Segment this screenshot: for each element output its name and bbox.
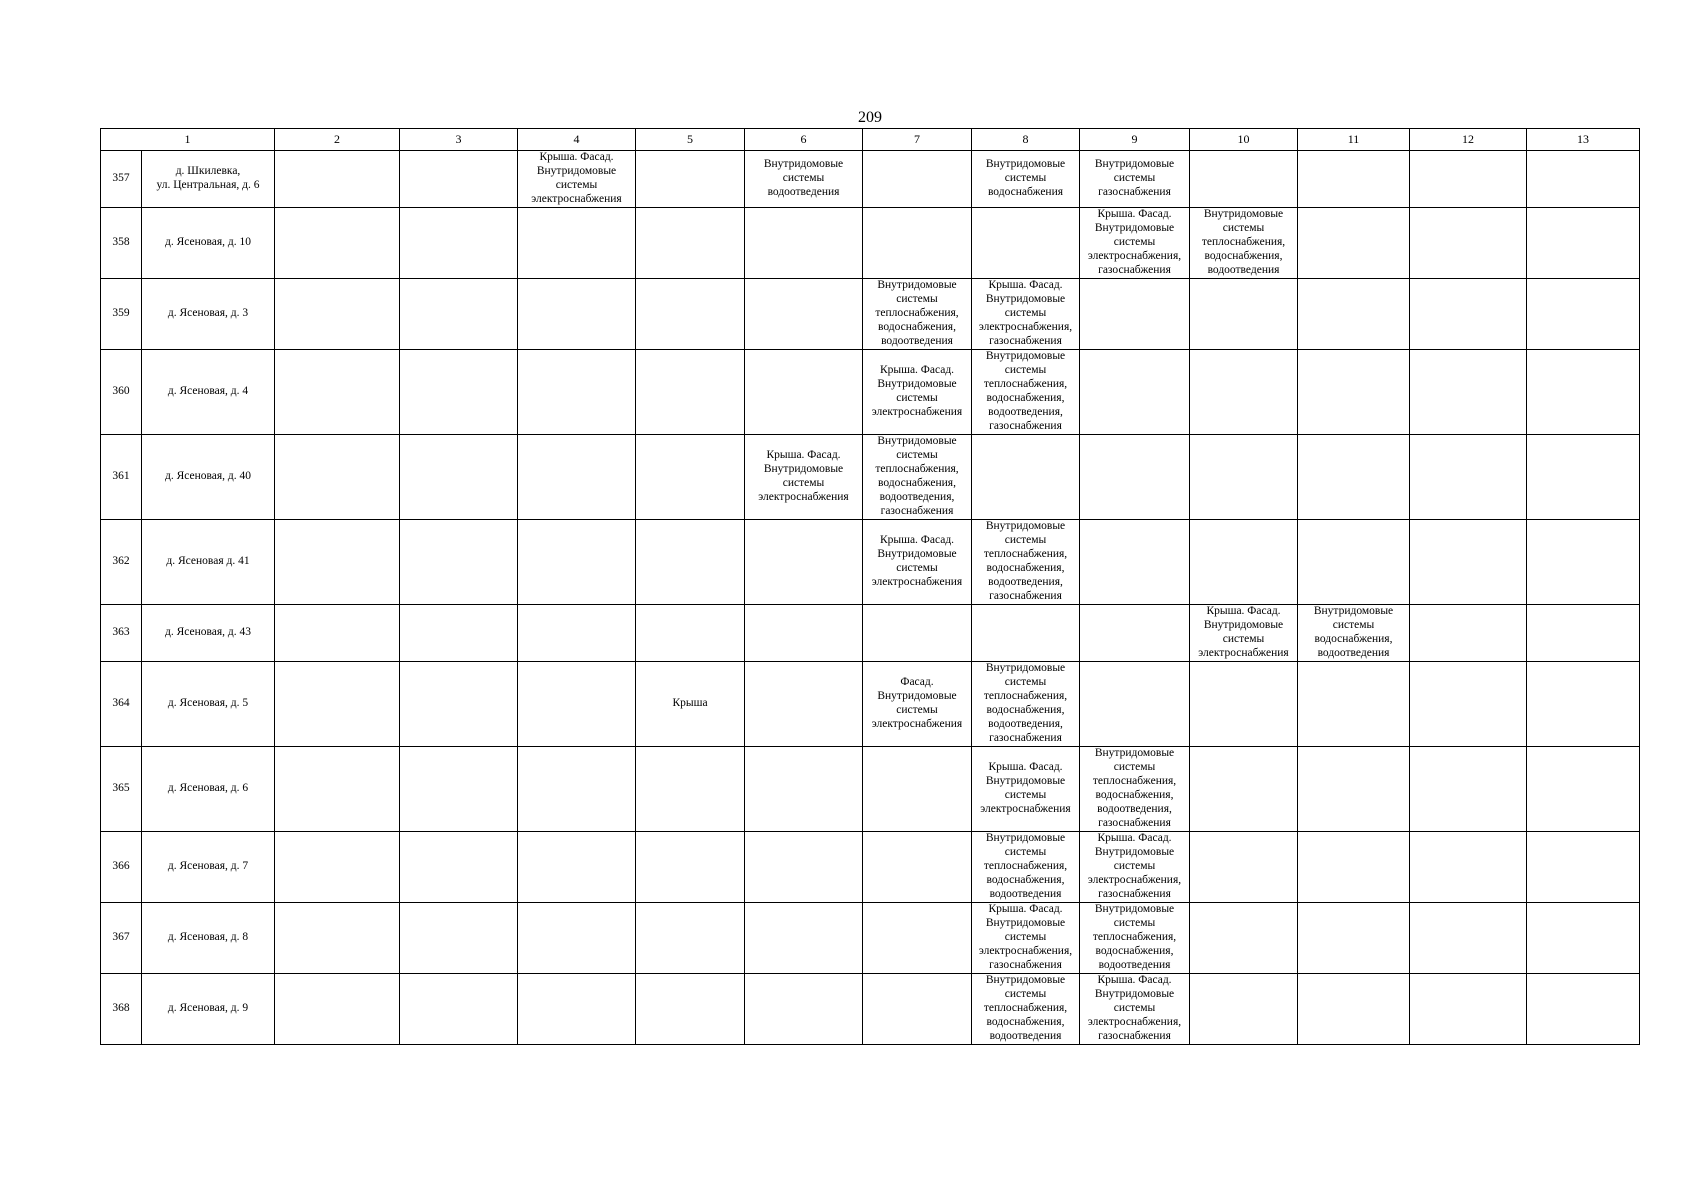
row-number: 365: [101, 747, 142, 832]
header-row: [101, 129, 1640, 151]
work-cell: [745, 279, 863, 350]
repair-schedule-table: [100, 128, 1640, 1045]
work-cell: [518, 747, 636, 832]
address-cell: д. Ясеновая, д. 10: [142, 208, 275, 279]
work-cell: [1298, 279, 1410, 350]
work-cell: [400, 208, 518, 279]
row-number: 368: [101, 974, 142, 1045]
row-number: 366: [101, 832, 142, 903]
work-cell: Внутридомовые системы теплоснабжения, водоснабжения, водоотведения: [863, 279, 972, 350]
table-row: [101, 279, 1640, 350]
work-cell: [636, 832, 745, 903]
table-row: [101, 151, 1640, 208]
column-header: 12: [1410, 129, 1527, 151]
column-header: 11: [1298, 129, 1410, 151]
column-header: 7: [863, 129, 972, 151]
work-cell: [863, 974, 972, 1045]
work-cell: [636, 605, 745, 662]
work-cell: Крыша. Фасад. Внутридомовые системы электроснабжения: [863, 520, 972, 605]
work-cell: [275, 747, 400, 832]
work-cell: Внутридомовые системы газоснабжения: [1080, 151, 1190, 208]
work-cell: [863, 605, 972, 662]
work-cell: [1410, 605, 1527, 662]
work-cell: [1527, 903, 1640, 974]
work-cell: [863, 903, 972, 974]
work-cell: [863, 151, 972, 208]
work-cell: Внутридомовые системы теплоснабжения, водоснабжения, водоотведения: [1080, 903, 1190, 974]
work-cell: Крыша. Фасад. Внутридомовые системы электроснабжения, газоснабжения: [972, 903, 1080, 974]
work-cell: [1527, 832, 1640, 903]
work-cell: [863, 832, 972, 903]
address-cell: д. Шкилевка, ул. Центральная, д. 6: [142, 151, 275, 208]
work-cell: [1527, 662, 1640, 747]
address-cell: д. Ясеновая, д. 6: [142, 747, 275, 832]
work-cell: Внутридомовые системы теплоснабжения, водоснабжения, водоотведения, газоснабжения: [1080, 747, 1190, 832]
work-cell: [275, 605, 400, 662]
work-cell: [745, 350, 863, 435]
work-cell: [1298, 974, 1410, 1045]
work-cell: [1190, 832, 1298, 903]
work-cell: [400, 832, 518, 903]
work-cell: Внутридомовые системы теплоснабжения, водоснабжения, водоотведения: [972, 974, 1080, 1045]
work-cell: [518, 279, 636, 350]
address-cell: д. Ясеновая, д. 8: [142, 903, 275, 974]
table-row: [101, 435, 1640, 520]
work-cell: [1410, 662, 1527, 747]
work-cell: [1190, 151, 1298, 208]
table-body: [101, 129, 1640, 1045]
address-cell: д. Ясеновая, д. 3: [142, 279, 275, 350]
work-cell: [745, 832, 863, 903]
row-number: 360: [101, 350, 142, 435]
table-row: [101, 520, 1640, 605]
work-cell: [1410, 974, 1527, 1045]
work-cell: [400, 435, 518, 520]
work-cell: [972, 605, 1080, 662]
work-cell: [275, 662, 400, 747]
work-cell: [275, 903, 400, 974]
address-cell: д. Ясеновая, д. 43: [142, 605, 275, 662]
work-cell: [400, 520, 518, 605]
work-cell: Крыша. Фасад. Внутридомовые системы электроснабжения, газоснабжения: [1080, 208, 1190, 279]
row-number: 362: [101, 520, 142, 605]
work-cell: [400, 974, 518, 1045]
work-cell: Внутридомовые системы водоснабжения: [972, 151, 1080, 208]
work-cell: [745, 208, 863, 279]
row-number: 367: [101, 903, 142, 974]
table-row: [101, 605, 1640, 662]
work-cell: [400, 605, 518, 662]
work-cell: [518, 974, 636, 1045]
work-cell: [636, 208, 745, 279]
work-cell: [1527, 974, 1640, 1045]
work-cell: [972, 435, 1080, 520]
work-cell: [636, 520, 745, 605]
work-cell: [275, 974, 400, 1045]
work-cell: [1298, 832, 1410, 903]
row-number: 358: [101, 208, 142, 279]
work-cell: Внутридомовые системы водоотведения: [745, 151, 863, 208]
work-cell: [745, 974, 863, 1045]
work-cell: [275, 350, 400, 435]
work-cell: [1080, 520, 1190, 605]
work-cell: [1298, 520, 1410, 605]
work-cell: [518, 903, 636, 974]
row-number: 357: [101, 151, 142, 208]
column-header: 8: [972, 129, 1080, 151]
work-cell: [1190, 747, 1298, 832]
work-cell: [1298, 747, 1410, 832]
work-cell: [518, 350, 636, 435]
work-cell: Крыша. Фасад. Внутридомовые системы электроснабжения, газоснабжения: [972, 279, 1080, 350]
work-cell: [518, 605, 636, 662]
work-cell: [1080, 350, 1190, 435]
work-cell: [518, 662, 636, 747]
column-header: 2: [275, 129, 400, 151]
work-cell: [1190, 350, 1298, 435]
work-cell: [275, 832, 400, 903]
row-number: 364: [101, 662, 142, 747]
work-cell: [1410, 747, 1527, 832]
work-cell: [1410, 279, 1527, 350]
work-cell: Внутридомовые системы теплоснабжения, водоснабжения, водоотведения, газоснабжения: [972, 520, 1080, 605]
work-cell: [1527, 151, 1640, 208]
work-cell: [1298, 151, 1410, 208]
work-cell: [1080, 279, 1190, 350]
column-header: 3: [400, 129, 518, 151]
work-cell: Внутридомовые системы теплоснабжения, водоснабжения, водоотведения: [972, 832, 1080, 903]
column-header: 4: [518, 129, 636, 151]
work-cell: [1298, 903, 1410, 974]
work-cell: Крыша. Фасад. Внутридомовые системы электроснабжения: [972, 747, 1080, 832]
work-cell: [863, 747, 972, 832]
work-cell: [1527, 350, 1640, 435]
work-cell: [1190, 974, 1298, 1045]
work-cell: [1190, 903, 1298, 974]
address-cell: д. Ясеновая, д. 7: [142, 832, 275, 903]
work-cell: Крыша. Фасад. Внутридомовые системы электроснабжения: [1190, 605, 1298, 662]
work-cell: [745, 520, 863, 605]
work-cell: [1190, 279, 1298, 350]
address-cell: д. Ясеновая д. 41: [142, 520, 275, 605]
address-cell: д. Ясеновая, д. 4: [142, 350, 275, 435]
work-cell: [1080, 605, 1190, 662]
address-cell: д. Ясеновая, д. 5: [142, 662, 275, 747]
work-cell: [1298, 435, 1410, 520]
work-cell: Крыша. Фасад. Внутридомовые системы электроснабжения: [745, 435, 863, 520]
row-number: 359: [101, 279, 142, 350]
work-cell: [636, 279, 745, 350]
work-cell: [400, 662, 518, 747]
table-row: [101, 974, 1640, 1045]
column-header: 10: [1190, 129, 1298, 151]
work-cell: [275, 151, 400, 208]
column-header: 1: [101, 129, 275, 151]
work-cell: [1410, 208, 1527, 279]
work-cell: [1527, 520, 1640, 605]
work-cell: [1527, 747, 1640, 832]
work-cell: [636, 903, 745, 974]
table-row: [101, 208, 1640, 279]
work-cell: [1190, 520, 1298, 605]
work-cell: Внутридомовые системы теплоснабжения, водоснабжения, водоотведения, газоснабжения: [863, 435, 972, 520]
work-cell: [518, 208, 636, 279]
work-cell: [636, 974, 745, 1045]
row-number: 361: [101, 435, 142, 520]
work-cell: [400, 151, 518, 208]
work-cell: [745, 662, 863, 747]
work-cell: [518, 832, 636, 903]
work-cell: [863, 208, 972, 279]
work-cell: [1410, 435, 1527, 520]
table-row: [101, 662, 1640, 747]
work-cell: [1527, 208, 1640, 279]
work-cell: Внутридомовые системы водоснабжения, водоотведения: [1298, 605, 1410, 662]
work-cell: Внутридомовые системы теплоснабжения, водоснабжения, водоотведения: [1190, 208, 1298, 279]
page-number: 209: [858, 109, 882, 126]
work-cell: [1080, 435, 1190, 520]
address-cell: д. Ясеновая, д. 9: [142, 974, 275, 1045]
work-cell: [400, 747, 518, 832]
work-cell: [745, 747, 863, 832]
work-cell: [1527, 435, 1640, 520]
column-header: 13: [1527, 129, 1640, 151]
work-cell: Внутридомовые системы теплоснабжения, водоснабжения, водоотведения, газоснабжения: [972, 350, 1080, 435]
work-cell: [636, 151, 745, 208]
column-header: 5: [636, 129, 745, 151]
work-cell: [275, 208, 400, 279]
row-number: 363: [101, 605, 142, 662]
work-cell: [275, 520, 400, 605]
work-cell: [1410, 903, 1527, 974]
work-cell: Крыша. Фасад. Внутридомовые системы электроснабжения: [518, 151, 636, 208]
work-cell: [1527, 279, 1640, 350]
work-cell: Фасад. Внутридомовые системы электроснабжения: [863, 662, 972, 747]
address-cell: д. Ясеновая, д. 40: [142, 435, 275, 520]
work-cell: [400, 350, 518, 435]
table-row: [101, 747, 1640, 832]
work-cell: [1298, 350, 1410, 435]
work-cell: Крыша. Фасад. Внутридомовые системы электроснабжения, газоснабжения: [1080, 832, 1190, 903]
work-cell: Крыша: [636, 662, 745, 747]
work-cell: [1410, 350, 1527, 435]
work-cell: [1190, 662, 1298, 747]
table-row: [101, 903, 1640, 974]
column-header: 6: [745, 129, 863, 151]
work-cell: [636, 435, 745, 520]
work-cell: [400, 903, 518, 974]
work-cell: [1410, 151, 1527, 208]
work-cell: [1410, 520, 1527, 605]
column-header: 9: [1080, 129, 1190, 151]
work-cell: [972, 208, 1080, 279]
work-cell: [1190, 435, 1298, 520]
work-cell: [275, 279, 400, 350]
work-cell: [518, 520, 636, 605]
work-cell: [275, 435, 400, 520]
work-cell: Крыша. Фасад. Внутридомовые системы электроснабжения, газоснабжения: [1080, 974, 1190, 1045]
work-cell: [400, 279, 518, 350]
table-row: [101, 832, 1640, 903]
work-cell: [636, 747, 745, 832]
work-cell: [1298, 208, 1410, 279]
table-row: [101, 350, 1640, 435]
work-cell: [745, 605, 863, 662]
work-cell: [745, 903, 863, 974]
work-cell: Крыша. Фасад. Внутридомовые системы электроснабжения: [863, 350, 972, 435]
work-cell: [1298, 662, 1410, 747]
work-cell: [1080, 662, 1190, 747]
work-cell: [1527, 605, 1640, 662]
work-cell: [1410, 832, 1527, 903]
work-cell: [636, 350, 745, 435]
work-cell: [518, 435, 636, 520]
work-cell: Внутридомовые системы теплоснабжения, водоснабжения, водоотведения, газоснабжения: [972, 662, 1080, 747]
